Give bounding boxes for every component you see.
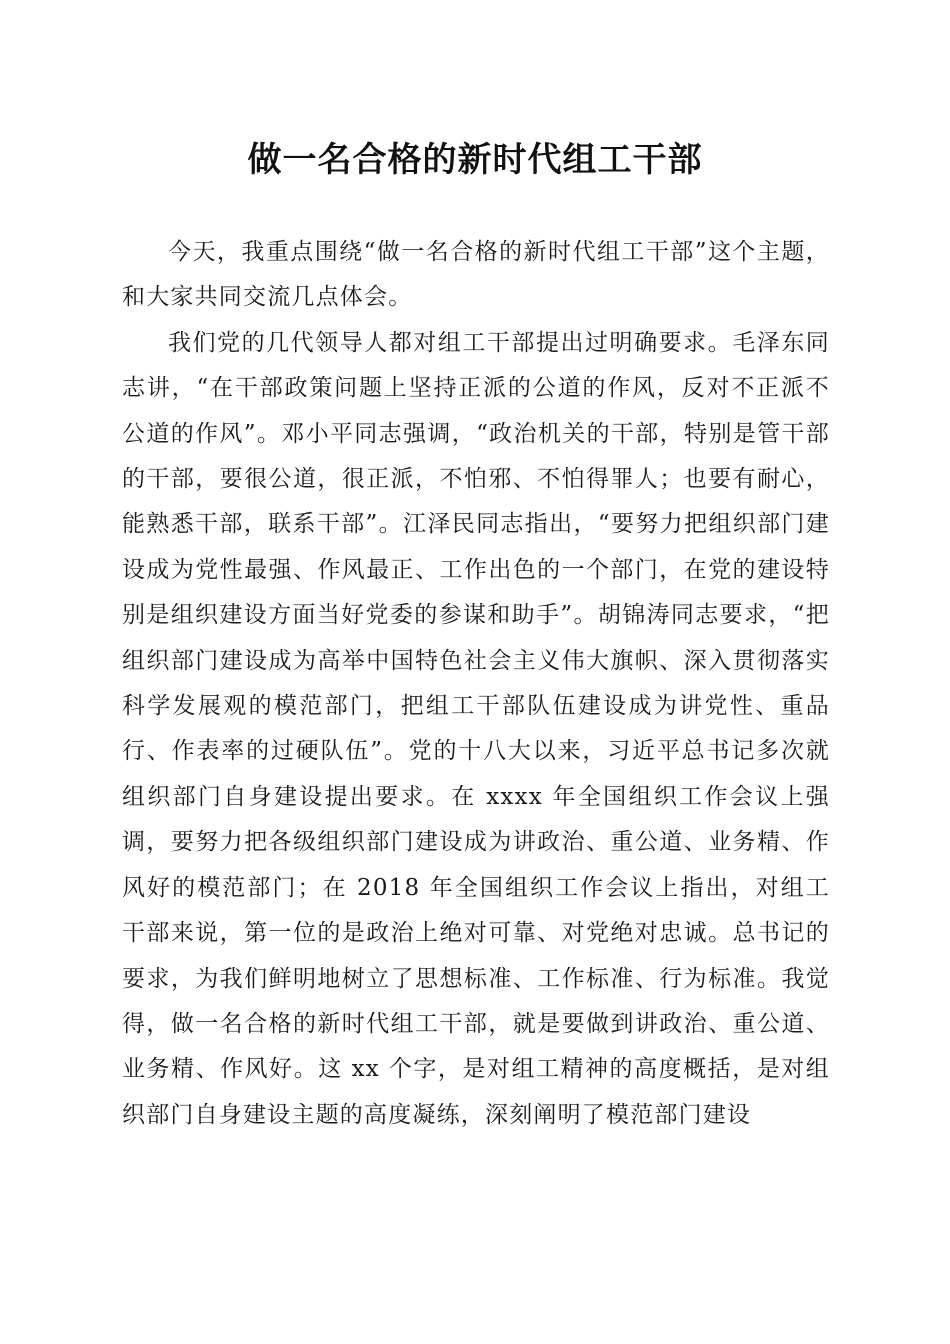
- paragraph: 我们党的几代领导人都对组工干部提出过明确要求。毛泽东同志讲，“在干部政策问题上坚持正派的公道的作风，反对不正派不公道的作风”。邓小平同志强调，“政治机关的干部，特别是管干部的干部，要很公道，很正派，不怕邪、不怕得罪人；也要有耐心，能熟悉干部，联系干部”。江泽民同志指出，“要努力把组织部门建设成为党性最强、作风最正、工作出色的一个部门，在党的建设特别是组织建设方面当好党委的参谋和助手”。胡锦涛同志要求，“把组织部门建设成为高举中国特色社会主义伟大旗帜、深入贯彻落实科学发展观的模范部门，把组工干部队伍建设成为讲党性、重品行、作表率的过硬队伍”。党的十八大以来，习近平总书记多次就组织部门自身建设提出要求。在 xxxx 年全国组织工作会议上强调，要努力把各级组织部门建设成为讲政治、重公道、业务精、作风好的模范部门；在 2018 年全国组织工作会议上指出，对组工干部来说，第一位的是政治上绝对可靠、对党绝对忠诚。总书记的要求，为我们鲜明地树立了思想标准、工作标准、行为标准。我觉得，做一名合格的新时代组工干部，就是要做到讲政治、重公道、业务精、作风好。这 xx 个字，是对组工精神的高度概括，是对组织部门自身建设主题的高度凝练，深刻阐明了模范部门建设: [122, 329, 830, 1128]
- paragraph: 今天，我重点围绕“做一名合格的新时代组工干部”这个主题，和大家共同交流几点体会。: [122, 239, 830, 311]
- document-title: 做一名合格的新时代组工干部: [247, 140, 703, 180]
- document-body: [122, 230, 830, 1138]
